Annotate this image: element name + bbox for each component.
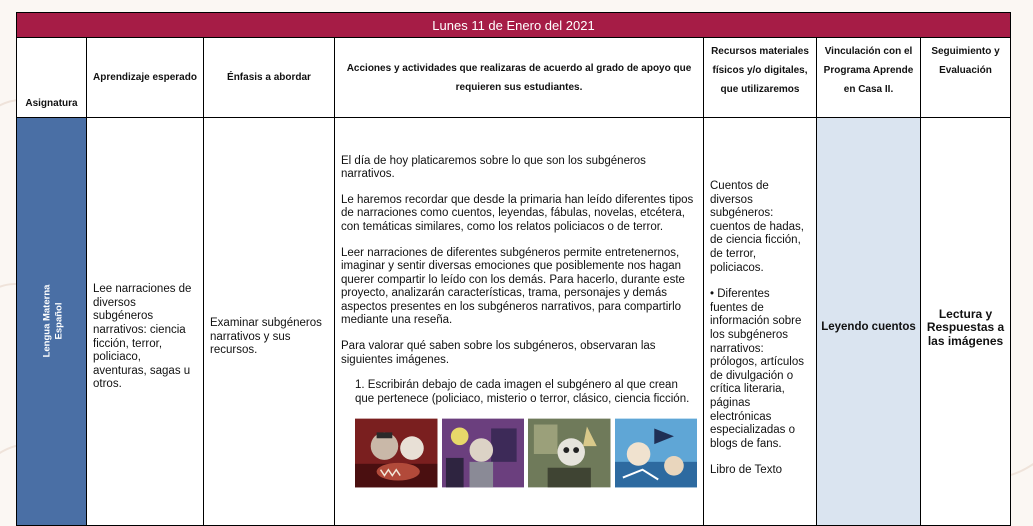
recurso-item: Cuentos de diversos subgéneros: cuentos de hadas, de ciencia ficción, de terror, policiacos. — [710, 180, 804, 274]
header-aprendizaje: Aprendizaje esperado — [87, 38, 204, 118]
header-acciones: Acciones y actividades que realizaras de acuerdo al grado de apoyo que requieren sus estudiantes. — [335, 38, 704, 118]
classic-illustration — [528, 418, 611, 488]
subject-line-2: Español — [53, 302, 65, 340]
header-row — [17, 38, 1011, 118]
scifi-illustration — [615, 418, 698, 488]
recursos-cell — [704, 118, 817, 526]
acciones-cell — [335, 118, 704, 526]
aprendizaje-cell: Lee narraciones de diversos subgéneros narrativos: ciencia ficción, terror, policiaco, aventuras, sagas u otros. — [87, 118, 204, 526]
vinculacion-cell: Leyendo cuentos — [817, 118, 921, 526]
subject-label — [41, 285, 65, 358]
subgenre-images — [341, 418, 697, 488]
mystery-illustration — [442, 418, 525, 488]
lesson-plan-table — [16, 12, 1011, 526]
subject-line-1: Lengua Materna — [41, 284, 53, 358]
header-vinculacion: Vinculación con el Programa Aprende en Casa II. — [817, 38, 921, 118]
content-row — [17, 118, 1011, 526]
accion-paragraph: El día de hoy platicaremos sobre lo que son los subgéneros narrativos. — [341, 154, 646, 181]
recurso-item: Libro de Texto — [710, 464, 783, 477]
header-enfasis: Énfasis a abordar — [204, 38, 335, 118]
subject-cell — [17, 118, 87, 526]
accion-paragraph: Le haremos recordar que desde la primaria han leído diferentes tipos de narraciones como cuentos, leyendas, fábulas, novelas, etcétera, con temáticas similares, como los relatos policiacos o de terror. — [341, 193, 694, 233]
accion-paragraph: 1. Escribirán debajo de cada imagen el subgénero al que crean que pertenece (policiaco, misterio o terror, clásico, ciencia ficción. — [355, 379, 690, 405]
accion-paragraph: Para valorar qué saben sobre los subgéneros, observaran las siguientes imágenes. — [341, 340, 656, 366]
header-asignatura: Asignatura — [17, 38, 87, 118]
recurso-item: • Diferentes fuentes de información sobre los subgéneros narrativos: prólogos, artículos de divulgación o crítica literaria, páginas electrónicas especializadas o blogs de fans. — [710, 288, 804, 450]
seguimiento-cell: Lectura y Respuestas a las imágenes — [921, 118, 1011, 526]
horror-illustration — [355, 418, 438, 488]
header-seguimiento: Seguimiento y Evaluación — [921, 38, 1011, 118]
enfasis-cell: Examinar subgéneros narrativos y sus recursos. — [204, 118, 335, 526]
header-recursos: Recursos materiales físicos y/o digitales, que utilizaremos — [704, 38, 817, 118]
date-title: Lunes 11 de Enero del 2021 — [17, 13, 1011, 38]
accion-paragraph: Leer narraciones de diferentes subgéneros permite entretenernos, imaginar y sentir diversas emociones que posiblemente nos hagan querer compartir lo leído con los demás. Para hacerlo, durante este proyecto, analizarán características, trama, personajes y demás aspectos presentes en los subgéneros narrativos, para compartirlo mediante una reseña. — [341, 246, 685, 327]
